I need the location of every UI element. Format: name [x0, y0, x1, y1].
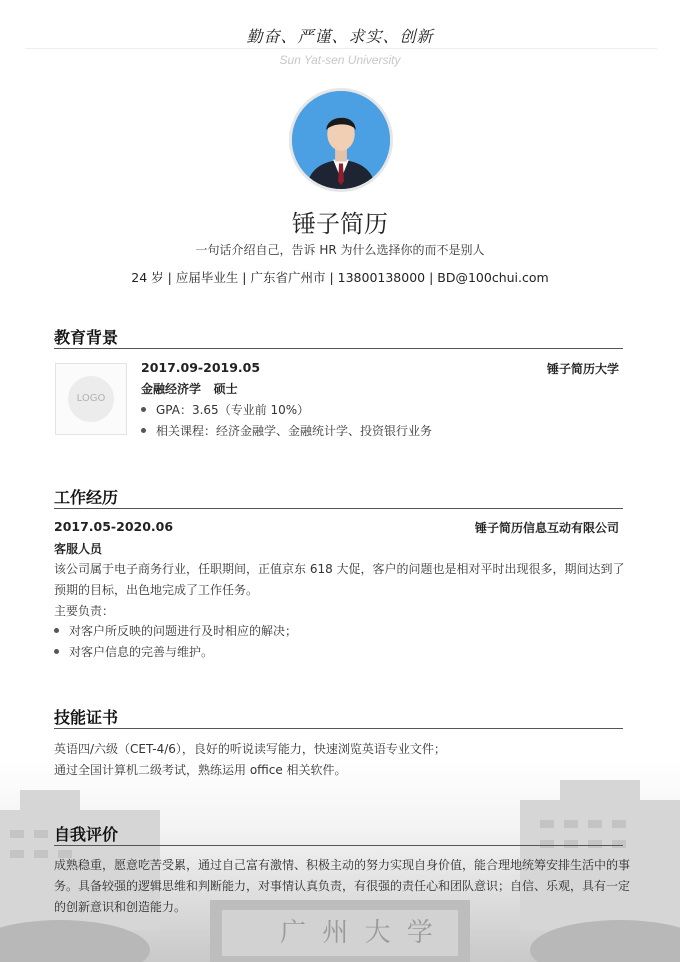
skill-line: 英语四/六级（CET-4/6），良好的听说读写能力，快速浏览英语专业文件；	[54, 742, 446, 756]
section-divider	[54, 508, 623, 509]
list-item: 相关课程：经济金融学、金融统计学、投资银行业务	[141, 422, 432, 439]
bullet-icon	[54, 649, 59, 654]
list-item: 对客户信息的完善与维护。	[54, 643, 213, 660]
school-name: 锤子简历大学	[546, 362, 619, 376]
gate-inscription: 广 州 大 学	[280, 918, 437, 948]
school-logo	[55, 363, 127, 435]
list-item: GPA：3.65（专业前 10%）	[141, 401, 309, 418]
section-title-skills: 技能证书	[54, 708, 119, 727]
major: 金融经济学	[141, 382, 202, 396]
section-title-education: 教育背景	[54, 328, 119, 347]
education-period: 2017.09-2019.05	[141, 360, 261, 375]
section-divider	[54, 845, 623, 846]
motto: 勤奋、严谨、求实、创新	[246, 27, 434, 46]
tagline: 一句话介绍自己，告诉 HR 为什么选择你的而不是别人	[195, 243, 485, 257]
job-role: 客服人员	[54, 542, 103, 556]
logo-placeholder: LOGO	[68, 376, 114, 422]
header-divider	[25, 48, 657, 49]
section-title-work: 工作经历	[54, 488, 119, 507]
company-name: 锤子简历信息互动有限公司	[474, 521, 619, 535]
university-name: Sun Yat-sen University	[279, 53, 401, 67]
work-period: 2017.05-2020.06	[54, 519, 174, 534]
avatar	[289, 88, 393, 192]
bullet-icon	[141, 428, 146, 433]
self-eval-line: 务。具备较强的逻辑思维和判断能力，对事情认真负责，有很强的责任心和团队意识；自信、乐观，具有一定	[54, 879, 631, 893]
section-title-self-evaluation: 自我评价	[54, 825, 119, 844]
job-description-line: 预期的目标，出色地完成了工作任务。	[54, 583, 259, 597]
duties-label: 主要负责：	[54, 604, 115, 618]
section-divider	[54, 348, 623, 349]
list-item: 对客户所反映的问题进行及时相应的解决；	[54, 622, 297, 639]
self-eval-line: 成熟稳重，愿意吃苦受累，通过自己富有激情、积极主动的努力实现自身价值，能合理地统筹安排生活中的事	[54, 858, 631, 872]
job-description-line: 该公司属于电子商务行业，任职期间，正值京东 618 大促，客户的问题也是相对平时出现很多，期间达到了	[54, 562, 625, 576]
personal-info: 24 岁 | 应届毕业生 | 广东省广州市 | 13800138000 | BD@100chui.com	[131, 270, 549, 285]
section-divider	[54, 728, 623, 729]
bullet-icon	[141, 407, 146, 412]
resume-name: 锤子简历	[292, 210, 388, 238]
skill-line: 通过全国计算机二级考试，熟练运用 office 相关软件。	[54, 763, 347, 777]
bullet-icon	[54, 628, 59, 633]
degree: 硕士	[213, 382, 238, 396]
self-eval-line: 的创新意识和创造能力。	[54, 900, 187, 914]
education-major	[141, 380, 238, 397]
